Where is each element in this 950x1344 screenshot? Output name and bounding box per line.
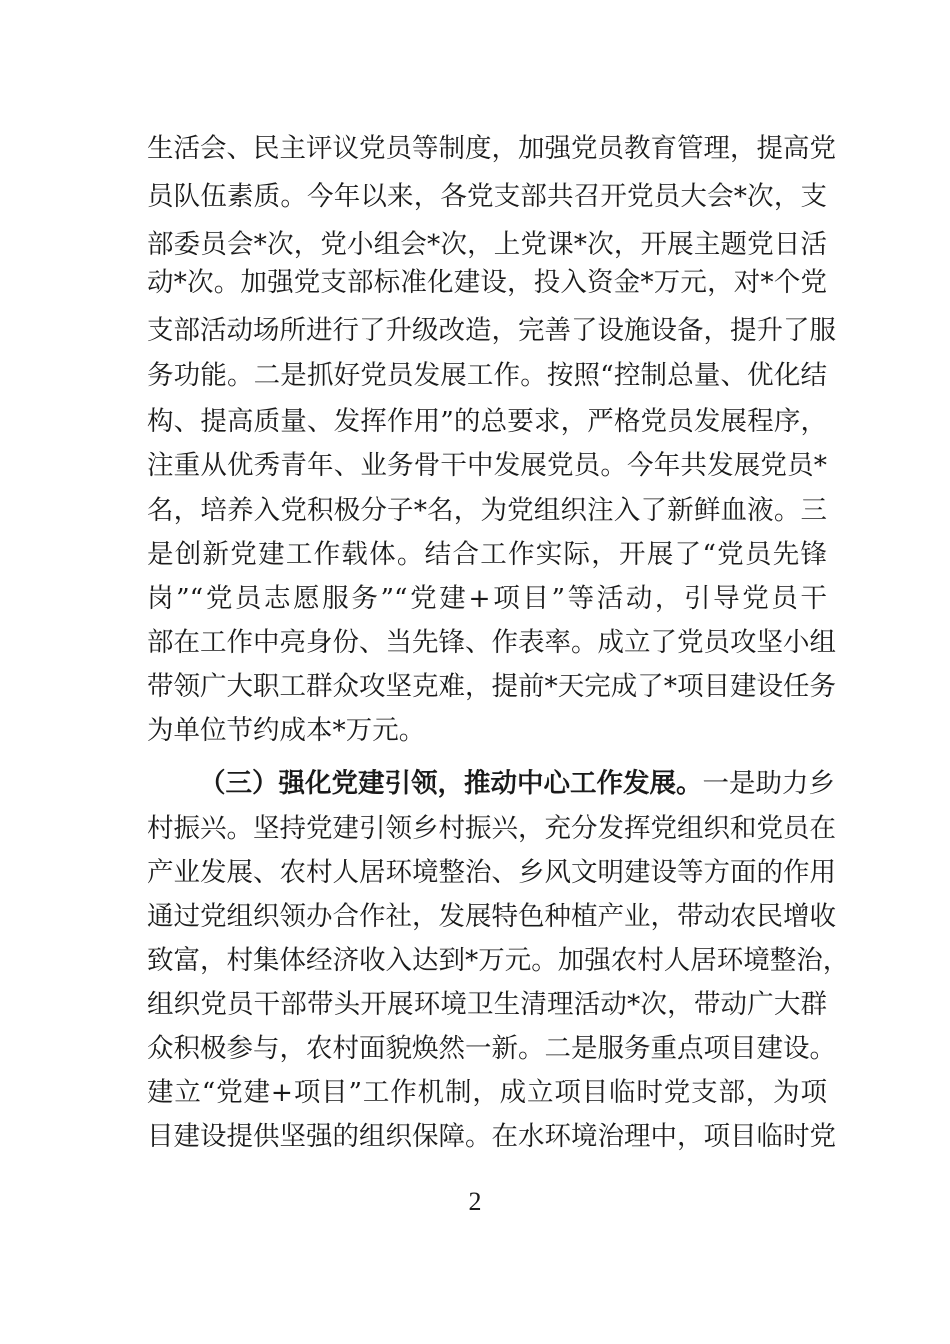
text-line: 带领广大职工群众攻坚克难，提前*天完成了*项目建设任务 — [147, 671, 836, 702]
text-line: 构、提高质量、发挥作用”的总要求，严格党员发展程序， — [147, 406, 827, 437]
text-line: 众积极参与，农村面貌焕然一新。二是服务重点项目建设。 — [147, 1033, 836, 1064]
text-line: 通过党组织领办合作社，发展特色种植产业，带动农民增收 — [147, 901, 836, 932]
heading-line-rest: 一是助力乡 — [702, 768, 835, 799]
text-line: 为单位节约成本*万元。 — [147, 715, 426, 746]
section-heading: （三）强化党建引领，推动中心工作发展。 — [199, 768, 703, 799]
section-heading-line — [199, 760, 835, 808]
text-line: 建立“党建+项目”工作机制，成立项目临时党支部，为项 — [147, 1077, 827, 1108]
text-line: 支部活动场所进行了升级改造，完善了设施设备，提升了服 — [147, 315, 836, 346]
page-number: 2 — [468, 1187, 482, 1216]
text-line: 组织党员干部带头开展环境卫生清理活动*次，带动广大群 — [147, 989, 827, 1020]
text-line: 部委员会*次，党小组会*次，上党课*次，开展主题党日活 — [147, 229, 827, 260]
text-line: 注重从优秀青年、业务骨干中发展党员。今年共发展党员* — [147, 450, 827, 481]
text-line: 部在工作中亮身份、当先锋、作表率。成立了党员攻坚小组 — [147, 627, 836, 658]
text-line: 名，培养入党积极分子*名，为党组织注入了新鲜血液。三 — [147, 495, 827, 526]
text-line: 员队伍素质。今年以来，各党支部共召开党员大会*次，支 — [147, 181, 827, 212]
text-line: 岗”“党员志愿服务”“党建+项目”等活动，引导党员干 — [147, 583, 827, 614]
text-line: 务功能。二是抓好党员发展工作。按照“控制总量、优化结 — [147, 360, 827, 391]
text-line: 动*次。加强党支部标准化建设，投入资金*万元，对*个党 — [147, 267, 827, 298]
text-line: 生活会、民主评议党员等制度，加强党员教育管理，提高党 — [147, 133, 836, 164]
text-line: 致富，村集体经济收入达到*万元。加强农村人居环境整治， — [147, 945, 850, 976]
text-line: 产业发展、农村人居环境整治、乡风文明建设等方面的作用 — [147, 857, 836, 888]
text-line: 村振兴。坚持党建引领乡村振兴，充分发挥党组织和党员在 — [147, 813, 836, 844]
text-line: 是创新党建工作载体。结合工作实际，开展了“党员先锋 — [147, 539, 827, 570]
text-line: 目建设提供坚强的组织保障。在水环境治理中，项目临时党 — [147, 1121, 836, 1152]
